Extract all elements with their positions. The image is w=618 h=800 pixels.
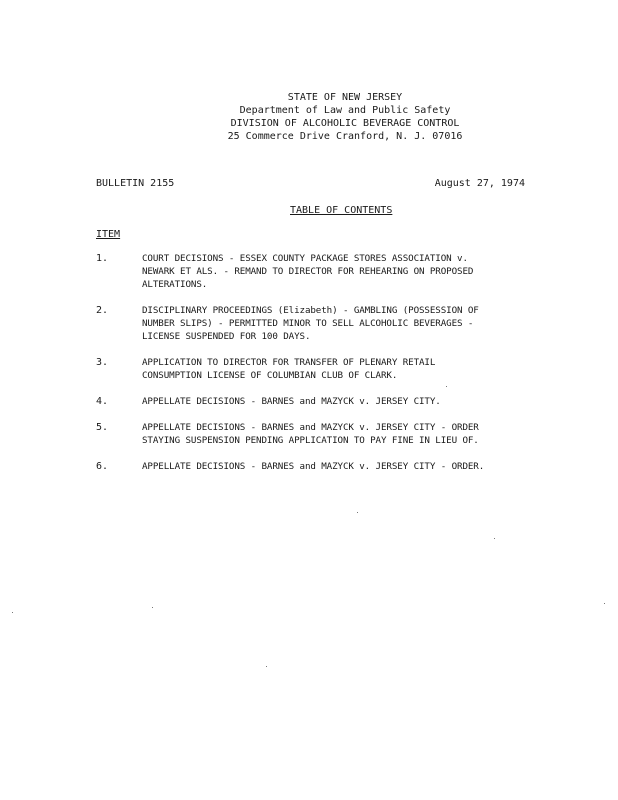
toc-item-text: APPELLATE DECISIONS - BARNES and MAZYCK v. JERSEY CITY - ORDER STAYING SUSPENSION PENDING APPLICATION TO PAY FINE IN LIEU OF. (142, 422, 479, 446)
scan-speck (604, 603, 605, 604)
scan-speck (357, 512, 358, 513)
toc-list (96, 252, 536, 486)
item-column-heading: ITEM (96, 229, 121, 240)
scan-speck (446, 386, 447, 387)
state-name: STATE OF NEW JERSEY (287, 92, 403, 103)
scan-speck (12, 612, 13, 613)
toc-item-number: 1. (96, 253, 109, 264)
toc-item (96, 421, 536, 447)
scan-speck (152, 607, 153, 608)
toc-item (96, 356, 536, 382)
letterhead (180, 91, 510, 143)
toc-item (96, 304, 536, 343)
toc-title: TABLE OF CONTENTS (290, 205, 393, 216)
bulletin-date: August 27, 1974 (434, 178, 525, 189)
toc-item-number: 3. (96, 357, 109, 368)
toc-item-text: DISCIPLINARY PROCEEDINGS (Elizabeth) - GAMBLING (POSSESSION OF NUMBER SLIPS) - PERMITTED MINOR TO SELL ALCOHOLIC BEVERAGES - LICENSE SUSPENDED FOR 100 DAYS. (142, 305, 479, 342)
address: 25 Commerce Drive Cranford, N. J. 07016 (227, 131, 463, 142)
toc-item (96, 395, 536, 408)
department-name: Department of Law and Public Safety (239, 105, 451, 116)
toc-item-text: COURT DECISIONS - ESSEX COUNTY PACKAGE STORES ASSOCIATION v. NEWARK ET ALS. - REMAND TO DIRECTOR FOR REHEARING ON PROPOSED ALTERATIONS. (142, 253, 474, 290)
scan-speck (494, 538, 495, 539)
toc-item-number: 4. (96, 396, 109, 407)
toc-item (96, 252, 536, 291)
toc-item (96, 460, 536, 473)
division-name: DIVISION OF ALCOHOLIC BEVERAGE CONTROL (230, 118, 460, 129)
scan-speck (266, 666, 267, 667)
toc-item-text: APPELLATE DECISIONS - BARNES and MAZYCK v. JERSEY CITY - ORDER. (142, 461, 485, 472)
toc-item-number: 2. (96, 305, 109, 316)
toc-item-text: APPELLATE DECISIONS - BARNES and MAZYCK v. JERSEY CITY. (142, 396, 441, 407)
bulletin-number: BULLETIN 2155 (96, 178, 175, 189)
toc-item-text: APPLICATION TO DIRECTOR FOR TRANSFER OF PLENARY RETAIL CONSUMPTION LICENSE OF COLUMBIAN CLUB OF CLARK. (142, 357, 436, 381)
toc-item-number: 6. (96, 461, 109, 472)
toc-item-number: 5. (96, 422, 109, 433)
